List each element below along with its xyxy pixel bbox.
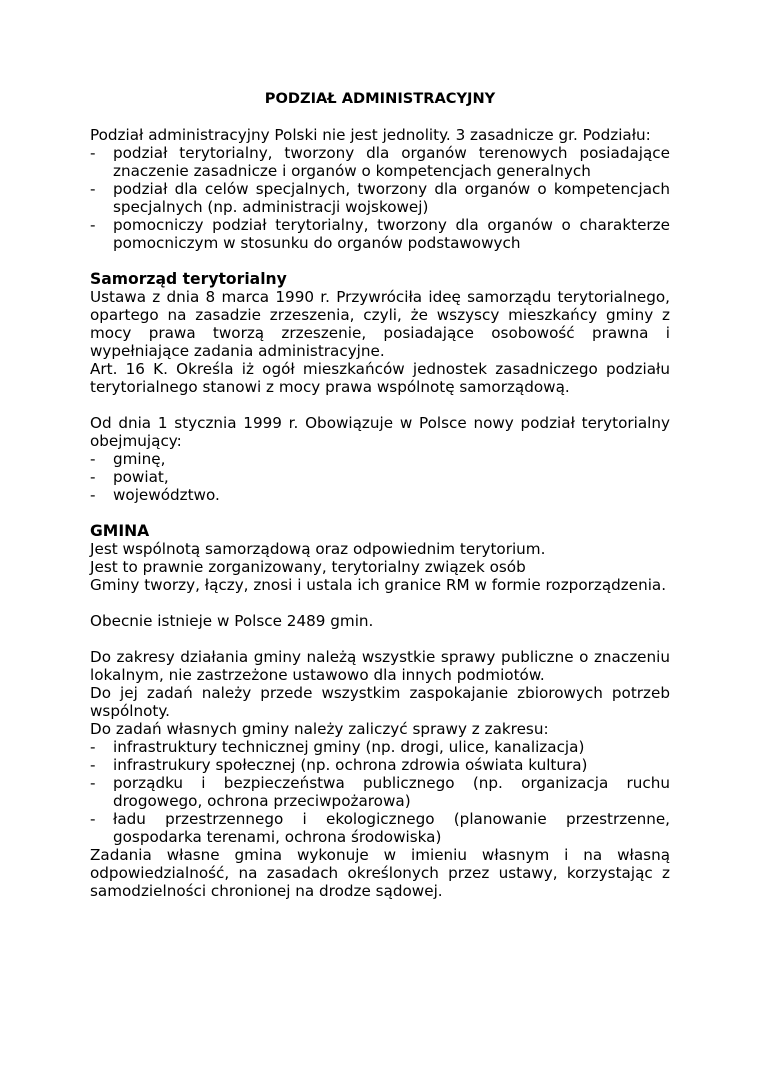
samorzad-paragraph-3: Od dnia 1 stycznia 1999 r. Obowiązuje w Polsce nowy podział terytorialny obejmujący: (90, 414, 670, 450)
list-item: - gminę, (90, 450, 670, 468)
spacer (90, 594, 670, 612)
document-page (90, 90, 670, 900)
tasks-list (90, 738, 670, 846)
gmina-paragraph-1: Do zakresy działania gminy należą wszystkie sprawy publiczne o znaczeniu lokalnym, nie zastrzeżone ustawowo dla innych podmiotów. (90, 648, 670, 684)
spacer (90, 252, 670, 270)
gmina-line-3: Gminy tworzy, łączy, znosi i ustala ich granice RM w formie rozporządzenia. (90, 576, 667, 594)
document-title: PODZIAŁ ADMINISTRACYJNY (264, 90, 496, 107)
list-item: - podział terytorialny, tworzony dla organów terenowych posiadające znaczenie zasadnicze i organów o kompetencjach generalnych (90, 144, 670, 180)
gmina-paragraph-4: Zadania własne gmina wykonuje w imieniu własnym i na własną odpowiedzialność, na zasadach określonych przez ustawy, korzystając z samodzielności chronionej na drodze sądowej. (90, 846, 670, 900)
gmina-count: Obecnie istnieje w Polsce 2489 gmin. (90, 612, 374, 630)
intro-list (90, 144, 670, 252)
list-item: - porządku i bezpieczeństwa publicznego (np. organizacja ruchu drogowego, ochrona przeciwpożarowa) (90, 774, 670, 810)
list-item: - infrastrukury społecznej (np. ochrona zdrowia oświata kultura) (90, 756, 670, 774)
list-item: - ładu przestrzennego i ekologicznego (planowanie przestrzenne, gospodarka terenami, ochrona środowiska) (90, 810, 670, 846)
list-item: - województwo. (90, 486, 670, 504)
spacer (90, 504, 670, 522)
list-item: - pomocniczy podział terytorialny, tworzony dla organów o charakterze pomocniczym w stosunku do organów podstawowych (90, 216, 670, 252)
division-list (90, 450, 670, 504)
samorzad-paragraph-2: Art. 16 K. Określa iż ogół mieszkańców jednostek zasadniczego podziału terytorialnego stanowi z mocy prawa wspólnotę samorządową. (90, 360, 670, 396)
samorzad-paragraph-1: Ustawa z dnia 8 marca 1990 r. Przywróciła ideę samorządu terytorialnego, opartego na zasadzie zrzeszenia, czyli, że wszyscy mieszkańcy gminy z mocy prawa tworzą zrzeszenie, posiadające osobowość prawna i wypełniające zadania administracyjne. (90, 288, 670, 360)
gmina-paragraph-2: Do jej zadań należy przede wszystkim zaspokajanie zbiorowych potrzeb wspólnoty. (90, 684, 670, 720)
gmina-paragraph-3: Do zadań własnych gminy należy zaliczyć sprawy z zakresu: (90, 720, 549, 738)
gmina-line-1: Jest wspólnotą samorządową oraz odpowiednim terytorium. (90, 540, 546, 558)
spacer (90, 396, 670, 414)
list-item: - podział dla celów specjalnych, tworzony dla organów o kompetencjach specjalnych (np. administracji wojskowej) (90, 180, 670, 216)
section-heading-gmina: GMINA (90, 522, 150, 540)
section-heading-samorzad: Samorząd terytorialny (90, 270, 287, 288)
list-item: - infrastruktury technicznej gminy (np. drogi, ulice, kanalizacja) (90, 738, 670, 756)
intro-paragraph: Podział administracyjny Polski nie jest jednolity. 3 zasadnicze gr. Podziału: (90, 126, 651, 144)
spacer (90, 630, 670, 648)
gmina-line-2: Jest to prawnie zorganizowany, terytorialny związek osób (90, 558, 526, 576)
list-item: - powiat, (90, 468, 670, 486)
